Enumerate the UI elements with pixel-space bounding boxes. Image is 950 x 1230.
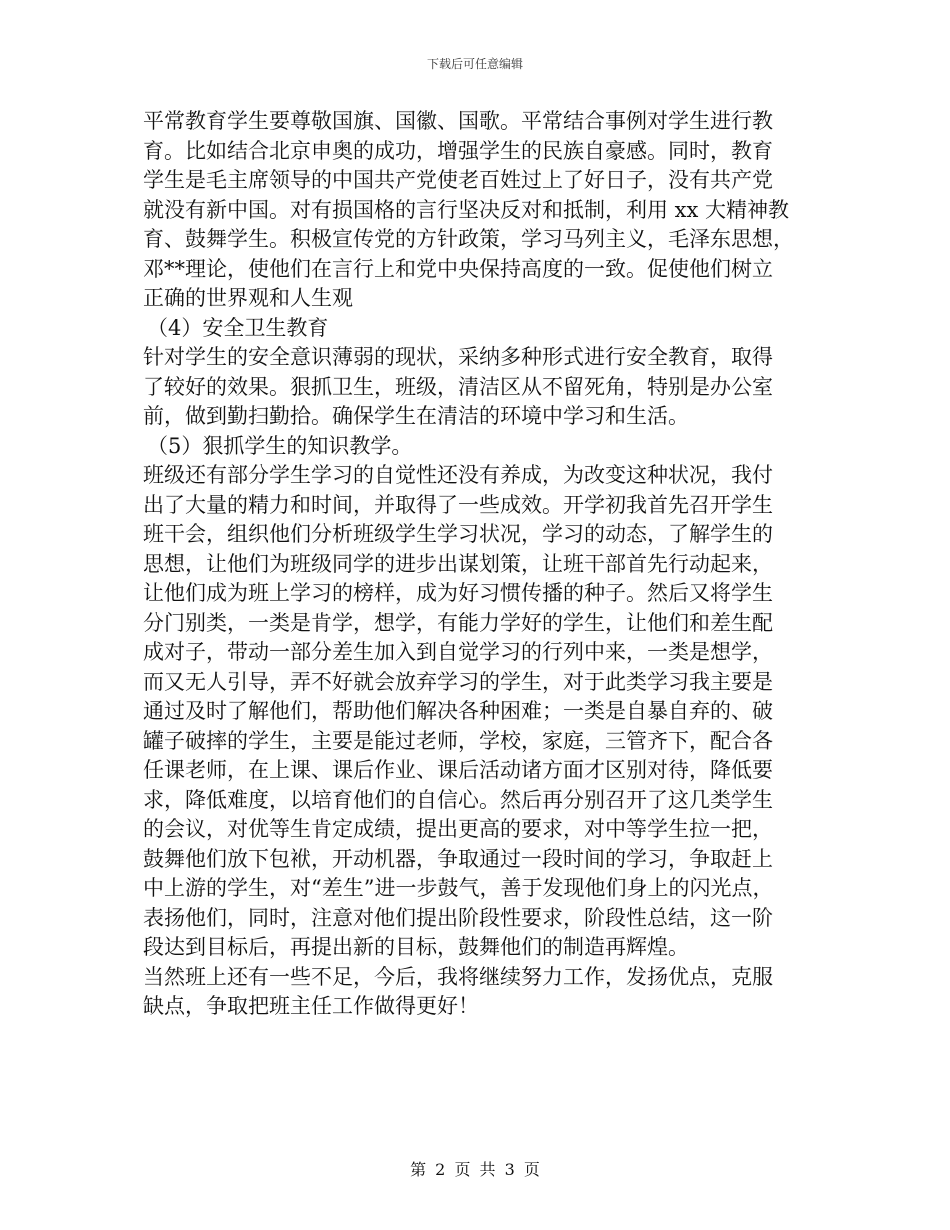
page-number-footer: 第 2 页 共 3 页 — [410, 1160, 540, 1179]
paragraph-knowledge-teaching — [143, 461, 808, 963]
text-line: 通过及时了解他们，帮助他们解决各种困难；一类是自暴自弃的、破 — [143, 699, 773, 723]
text-line: 班干会，组织他们分析班级学生学习状况，学习的动态，了解学生的 — [143, 522, 773, 546]
document-body — [143, 107, 808, 1022]
text-line: 育。比如结合北京申奥的成功，增强学生的民族自豪感。同时，教育 — [143, 138, 773, 163]
text-line: 出了大量的精力和时间，并取得了一些成效。开学初我首先召开学生 — [143, 492, 773, 517]
text-line: 表扬他们，同时，注意对他们提出阶段性要求，阶段性总结，这一阶 — [143, 905, 773, 930]
paragraph-patriotic-education — [143, 107, 808, 314]
text-line: 成对子，带动一部分差生加入到自觉学习的行列中来，一类是想学， — [143, 640, 773, 664]
text-line: 正确的世界观和人生观 — [143, 286, 353, 310]
text-line: 而又无人引导，弄不好就会放弃学习的学生，对于此类学习我主要是 — [143, 669, 773, 694]
page-header: 下载后可任意编辑 — [426, 57, 523, 71]
text-line: 让他们成为班上学习的榜样，成为好习惯传播的种子。然后又将学生 — [143, 581, 773, 605]
text-line: 前，做到勤扫勤拾。确保学生在清洁的环境中学习和生活。 — [143, 404, 689, 428]
text-line: 罐子破摔的学生，主要是能过老师，学校，家庭，三管齐下，配合各 — [143, 728, 773, 753]
text-line: 平常教育学生要尊敬国旗、国徽、国歌。平常结合事例对学生进行教 — [143, 109, 773, 133]
text-line: 班级还有部分学生学习的自觉性还没有养成，为改变这种状况，我付 — [143, 463, 773, 487]
paragraph-conclusion — [143, 963, 808, 1022]
text-line: 段达到目标后，再提出新的目标，鼓舞他们的制造再辉煌。 — [143, 935, 689, 959]
text-line: 的会议，对优等生肯定成绩，提出更高的要求，对中等学生拉一把， — [143, 817, 773, 841]
text-line: 了较好的效果。狠抓卫生，班级，清洁区从不留死角，特别是办公室 — [143, 374, 773, 399]
text-line: 分门别类，一类是肯学，想学，有能力学好的学生，让他们和差生配 — [143, 610, 773, 635]
text-line: 就没有新中国。对有损国格的言行坚决反对和抵制，利用 xx 大精神教 — [143, 197, 790, 222]
text-line: 学生是毛主席领导的中国共产党使老百姓过上了好日子，没有共产党 — [143, 168, 773, 192]
text-line: 当然班上还有一些不足，今后，我将继续努力工作，发扬优点，克服 — [143, 964, 773, 989]
section-heading-safety: （4）安全卫生教育 — [147, 315, 329, 340]
section-heading-knowledge: （5）狠抓学生的知识教学。 — [147, 433, 413, 458]
paragraph-safety-hygiene — [143, 343, 808, 432]
text-line: 育、鼓舞学生。积极宣传党的方针政策，学习马列主义，毛泽东思想， — [143, 227, 794, 251]
text-line: 求，降低难度，以培育他们的自信心。然后再分别召开了这几类学生 — [143, 787, 773, 812]
text-line: 邓**理论，使他们在言行上和党中央保持高度的一致。促使他们树立 — [143, 256, 773, 281]
text-line: 缺点，争取把班主任工作做得更好！ — [143, 994, 479, 1018]
text-line: 针对学生的安全意识薄弱的现状，采纳多种形式进行安全教育，取得 — [143, 345, 773, 369]
text-line: 中上游的学生，对“差生”进一步鼓气，善于发现他们身上的闪光点， — [143, 876, 774, 900]
text-line: 任课老师，在上课、课后作业、课后活动诸方面才区别对待，降低要 — [143, 758, 773, 782]
text-line: 思想，让他们为班级同学的进步出谋划策，让班干部首先行动起来， — [143, 551, 773, 576]
text-line: 鼓舞他们放下包袱，开动机器，争取通过一段时间的学习，争取赶上 — [143, 846, 773, 871]
